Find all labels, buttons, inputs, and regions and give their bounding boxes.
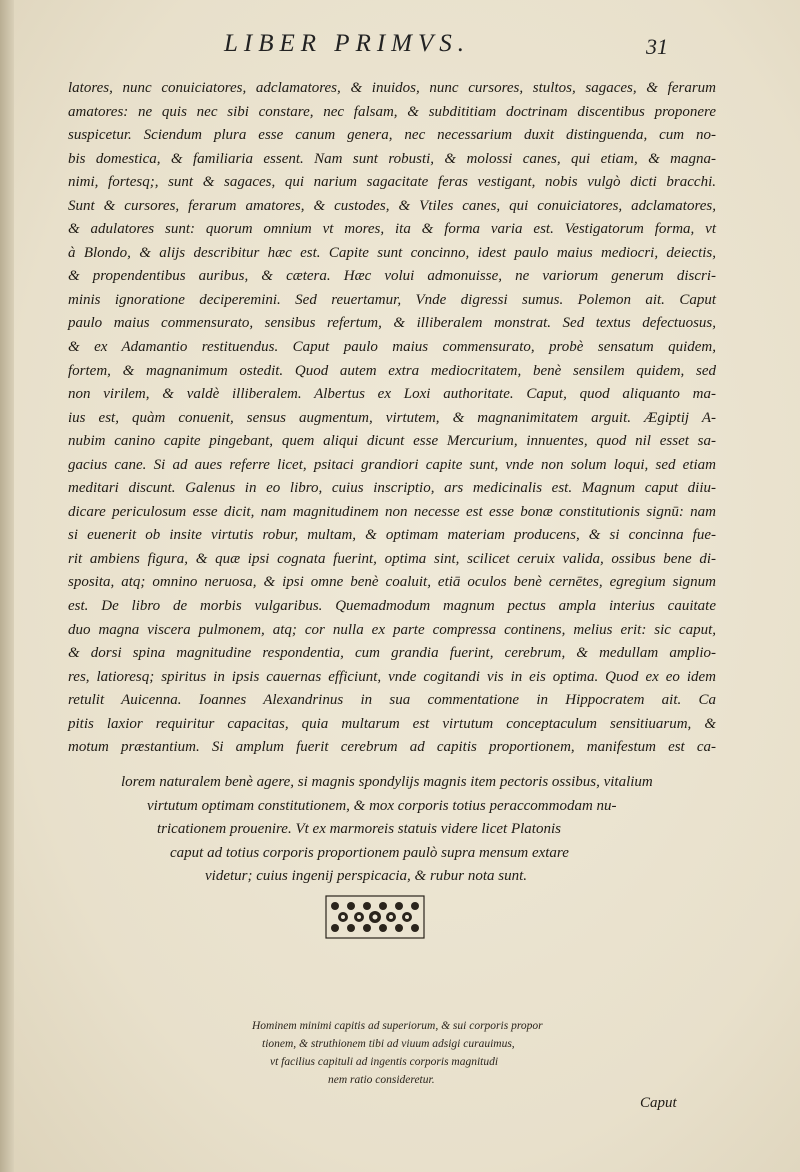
text-line: bis domestica, & familiaria essent. Nam sunt robusti, & molossi canes, qui etiam, & magna- bbox=[68, 150, 716, 167]
text-line: est. De libro de morbis vulgaribus. Quemadmodum magnum pectus ampla interius cauitate bbox=[68, 598, 716, 615]
running-title: LIBER PRIMVS. bbox=[224, 30, 471, 57]
text-line: non virilem, & valdè illiberalem. Albertus ex Loxi authoritate. Caput, quod aliquanto ma- bbox=[68, 386, 716, 403]
caption-line: nem ratio consideretur. bbox=[328, 1074, 435, 1086]
text-line: à Blondo, & alijs describitur hæc est. Capite sunt concinno, idest paulo maius mediocri, deiectis, bbox=[68, 244, 716, 261]
main-text-block bbox=[68, 77, 716, 760]
text-line: latores, nunc conuiciatores, adclamatores, & inuidos, nunc cursores, stultos, sagaces, & ferarum bbox=[68, 80, 716, 96]
tapering-text-block bbox=[0, 771, 653, 889]
page-number: 31 bbox=[646, 34, 668, 59]
text-line: & ex Adamantio restituendus. Caput paulo maius commensurato, probè sensatum quidem, bbox=[68, 339, 716, 356]
text-line: amatores: ne quis nec sibi constare, nec falsam, & subdititiam doctrinam discentibus proponere bbox=[68, 103, 716, 120]
text-line: duo magna viscera pulmonem, atq; cor nulla ex parte compressa continens, melius erit: sic caput, bbox=[68, 621, 716, 638]
page-gutter-shadow bbox=[0, 0, 14, 1172]
printers-ornament bbox=[325, 895, 425, 939]
text-line: res, latioresq; spiritus in ipsis cauernas efficiunt, vnde cogitandi vis in eis optima. Quod ex eo idem bbox=[68, 668, 716, 685]
text-line: sposita, atq; omnino neruosa, & ipsi omne benè coaluit, etiā oculos benè cernētes, egregium signum bbox=[68, 574, 716, 591]
text-line: Sunt & cursores, ferarum amatores, & custodes, & Vtiles canes, qui conuiciatores, adclamatores, bbox=[68, 197, 716, 214]
caption-line: vt facilius capituli ad ingentis corporis magnitudi bbox=[270, 1056, 499, 1068]
text-line: meditari discunt. Galenus in eo libro, cuius inscriptio, ars medicinalis est. Magnum caput diiu- bbox=[68, 480, 716, 497]
text-line: & dorsi spina magnitudine respondentia, cum grandia fuerint, cerebrum, & medullam amplio- bbox=[68, 645, 716, 662]
text-line: rit ambiens figura, & quæ ipsi cognata fuerint, optima sint, scilicet ceruix valida, ossibus bene di- bbox=[68, 550, 716, 567]
running-head bbox=[0, 30, 800, 64]
text-line: fortem, & magnanimum ostedit. Quod autem extra mediocritatem, benè sensilem quidem, sed bbox=[68, 362, 716, 379]
text-line: nubim canino capite pingebant, quem aliqui dicunt esse Mercurium, innuentes, quod nil esset sa- bbox=[68, 433, 716, 450]
caption-line: tionem, & struthionem tibi ad viuum adsigi curauimus, bbox=[262, 1038, 515, 1050]
text-line: videtur; cuius ingenij perspicacia, & rubur nota sunt. bbox=[205, 868, 528, 885]
text-line: pitis laxior requiritur capacitas, quia multarum est virtutum conceptaculum sensitiuarum, & bbox=[68, 715, 716, 732]
text-line: virtutum optimam constitutionem, & mox corporis totius peraccommodam nu- bbox=[147, 797, 617, 814]
text-line: si euenerit ob insite virtutis robur, multam, & optimam materiam producens, & si concinna fue- bbox=[68, 527, 716, 544]
text-line: nimi, fortesq;, sunt & sagaces, qui narium sagacitate feras vestigant, nobis vulgò dicti bracchi. bbox=[68, 174, 716, 191]
text-line: minis ignoratione deciperemini. Sed reuertamur, Vnde digressi sumus. Polemon ait. Caput bbox=[68, 291, 716, 308]
text-line: suspicetur. Sciendum plura esse canum genera, nec necessarium duxit distinguenda, cum no- bbox=[68, 127, 716, 144]
text-line: gacius cane. Si ad aues referre licet, psitaci grandiori capite sunt, vnde non solum loqui, sed etiam bbox=[68, 456, 716, 473]
text-line: ius est, quàm conuenit, sensus augmentum, virtutem, & magnanimitatem arguit. Ægiptij A- bbox=[68, 409, 716, 426]
text-line: retulit Auicenna. Ioannes Alexandrinus in sua commentatione in Hippocratem ait. Ca bbox=[68, 692, 716, 709]
text-line: & adulatores sunt: quorum omnium vt mores, ita & forma varia est. Vestigatorum forma, vt bbox=[68, 221, 716, 238]
text-line: tricationem prouenire. Vt ex marmoreis statuis videre licet Platonis bbox=[157, 821, 561, 838]
text-line: lorem naturalem benè agere, si magnis spondylijs magnis item pectoris ossibus, vitalium bbox=[121, 774, 653, 790]
caption-line: Hominem minimi capitis ad superiorum, & sui corporis propor bbox=[252, 1020, 543, 1032]
text-line: paulo maius commensurato, sensibus refertum, & illiberalem monstrat. Sed textus defectuosus, bbox=[68, 315, 716, 332]
catchword: Caput bbox=[640, 1095, 677, 1111]
text-line: motum præstantium. Si amplum fuerit cerebrum ad capitis proportionem, manifestum est ca- bbox=[68, 739, 716, 756]
text-line: caput ad totius corporis proportionem paulò supra mensum extare bbox=[170, 844, 569, 861]
text-line: dicare periculosum esse dicit, nam magnitudinem non necesse est esse bonæ constitutionis signū: nam bbox=[68, 503, 716, 520]
text-line: & propendentibus auribus, & cætera. Hæc volui admonuisse, ne variorum generum discri- bbox=[68, 268, 716, 285]
